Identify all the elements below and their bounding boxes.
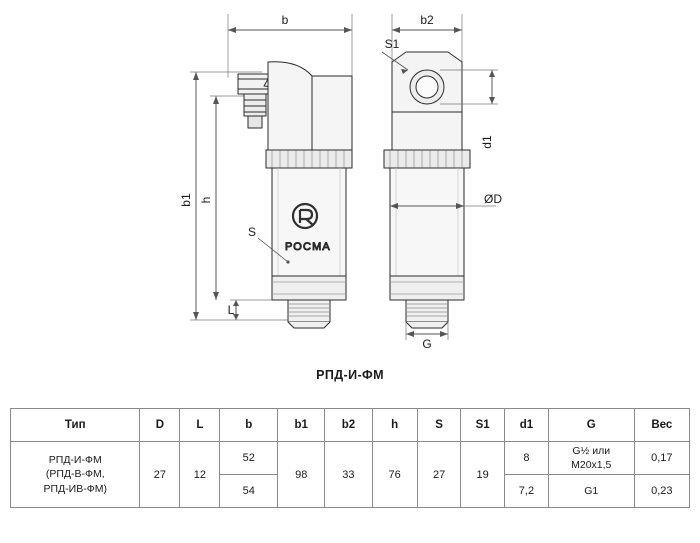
dim-label-G: G (422, 337, 432, 351)
drawing-caption: РПД-И-ФМ (316, 368, 384, 382)
g-line-1: G½ или (572, 444, 611, 457)
dim-label-b: b (281, 13, 289, 27)
dim-label-S: S (247, 225, 257, 239)
cell-d: 27 (140, 442, 180, 508)
header-d1: d1 (505, 409, 549, 442)
g-line-2: M20x1,5 (571, 459, 612, 471)
header-b: b (220, 409, 278, 442)
table-header-row (11, 409, 690, 442)
cell-type (11, 442, 140, 508)
type-line-2: (РПД-В-ФМ, (45, 468, 105, 481)
cell-s: 27 (417, 442, 461, 508)
dim-label-h: h (199, 196, 213, 204)
cell-g-row2 (548, 475, 634, 508)
header-b1: b1 (278, 409, 325, 442)
cell-b2: 33 (325, 442, 372, 508)
header-type: Тип (11, 409, 140, 442)
cell-l: 12 (180, 442, 220, 508)
brand-text: РОСМА (285, 241, 331, 253)
type-line-1: РПД-И-ФМ (48, 454, 102, 467)
cell-h: 76 (372, 442, 417, 508)
specification-table (10, 408, 690, 508)
header-weight: Вес (634, 409, 689, 442)
dim-label-L: L (227, 303, 235, 317)
header-b2: b2 (325, 409, 372, 442)
cell-b1: 98 (278, 442, 325, 508)
type-line-3: РПД-ИВ-ФМ) (43, 482, 107, 495)
cell-d1-row2: 7,2 (505, 475, 549, 508)
header-s1: S1 (461, 409, 505, 442)
dim-label-S1: S1 (384, 37, 400, 51)
cell-weight-row1: 0,17 (634, 442, 689, 475)
dim-label-d1: d1 (480, 135, 494, 149)
header-d: D (140, 409, 180, 442)
cell-g-row1 (548, 442, 634, 475)
cell-d1-row1: 8 (505, 442, 549, 475)
dim-label-b1: b1 (179, 193, 193, 207)
cell-s1: 19 (461, 442, 505, 508)
header-s: S (417, 409, 461, 442)
header-l: L (180, 409, 220, 442)
header-h: h (372, 409, 417, 442)
cell-weight-row2: 0,23 (634, 475, 689, 508)
dim-label-OD: ØD (484, 192, 502, 206)
g-line-1: G1 (584, 484, 599, 497)
cell-b-row2: 54 (220, 475, 278, 508)
dim-label-b2: b2 (420, 13, 434, 27)
cell-b-row1: 52 (220, 442, 278, 475)
table-row (11, 442, 690, 475)
header-g: G (548, 409, 634, 442)
